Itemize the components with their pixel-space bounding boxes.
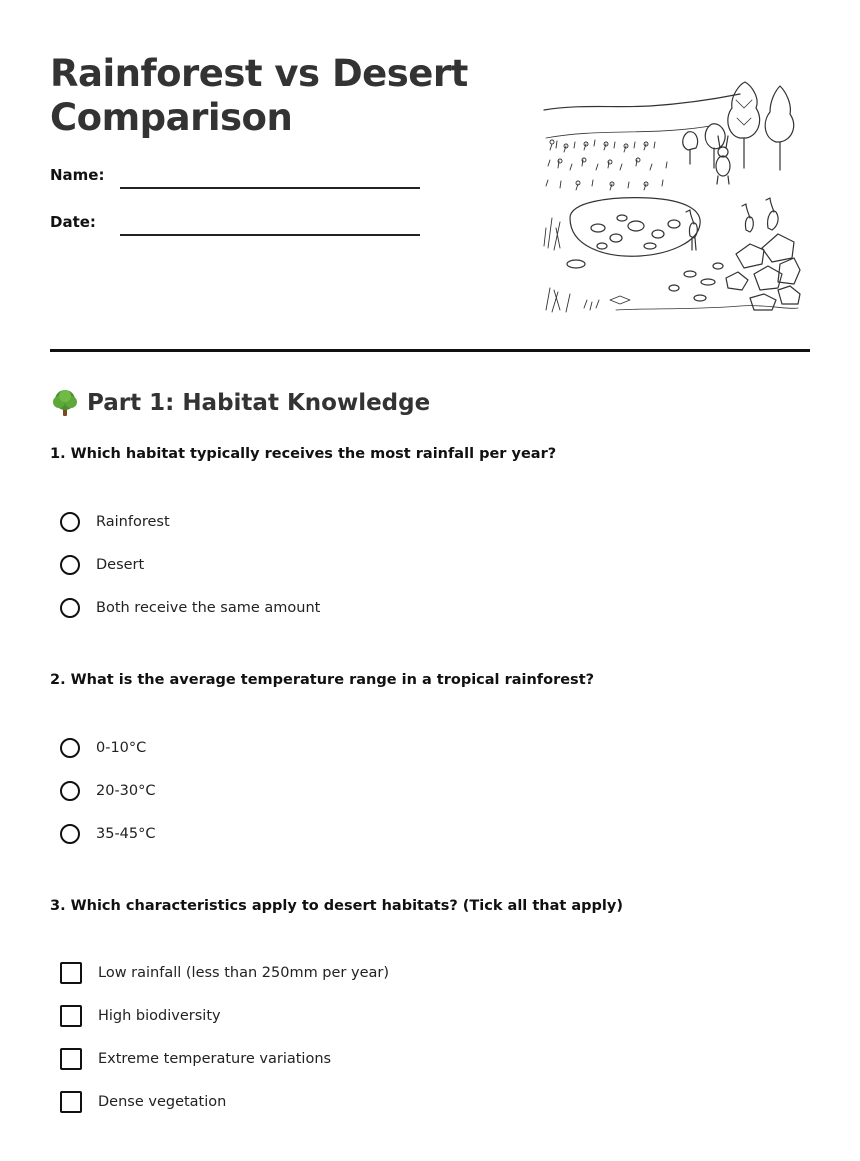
option-label: Dense vegetation (98, 1094, 227, 1110)
checkbox[interactable] (60, 1005, 82, 1027)
flower-meadow-drawing (546, 140, 667, 190)
title-line-2: Comparison (50, 96, 293, 139)
option-label: Low rainfall (less than 250mm per year) (98, 965, 390, 981)
header-divider (50, 349, 810, 352)
radio-button[interactable] (60, 824, 80, 844)
date-label: Date: (50, 213, 96, 231)
checkbox[interactable] (60, 1091, 82, 1113)
section-title-text: Part 1: Habitat Knowledge (87, 390, 431, 416)
option-label: High biodiversity (98, 1008, 221, 1024)
q3-option-2[interactable] (60, 1003, 221, 1029)
q2-option-2[interactable] (60, 778, 156, 804)
question-3: 3. Which characteristics apply to desert habitats? (Tick all that apply) (50, 898, 623, 914)
option-label: 0-10°C (96, 740, 147, 756)
option-label: 20-30°C (96, 783, 156, 799)
name-label: Name: (50, 166, 105, 184)
radio-button[interactable] (60, 512, 80, 532)
q3-option-4[interactable] (60, 1089, 226, 1115)
option-label: Rainforest (96, 514, 170, 530)
name-field[interactable] (120, 187, 420, 189)
q2-option-3[interactable] (60, 821, 156, 847)
option-label: Both receive the same amount (96, 600, 321, 616)
radio-button[interactable] (60, 738, 80, 758)
rocks-drawing (669, 234, 800, 310)
checkbox[interactable] (60, 1048, 82, 1070)
radio-button[interactable] (60, 781, 80, 801)
title-line-1: Rainforest vs Desert (50, 52, 468, 95)
section-heading (50, 388, 430, 418)
q2-option-1[interactable] (60, 735, 146, 761)
q3-option-1[interactable] (60, 960, 389, 986)
pond-drawing (567, 198, 700, 268)
checkbox[interactable] (60, 962, 82, 984)
date-field[interactable] (120, 234, 420, 236)
option-label: Desert (96, 557, 145, 573)
radio-button[interactable] (60, 598, 80, 618)
tree-emoji-icon (50, 388, 80, 418)
q3-option-3[interactable] (60, 1046, 331, 1072)
q1-option-rainforest[interactable] (60, 509, 170, 535)
worksheet-title (50, 52, 468, 140)
question-1: 1. Which habitat typically receives the most rainfall per year? (50, 446, 557, 462)
tree-drawing (683, 82, 794, 170)
habitat-scene-illustration (540, 78, 802, 316)
option-label: Extreme temperature variations (98, 1051, 332, 1067)
q1-option-desert[interactable] (60, 552, 144, 578)
question-2: 2. What is the average temperature range in a tropical rainforest? (50, 672, 595, 688)
q1-option-both[interactable] (60, 595, 320, 621)
option-label: 35-45°C (96, 826, 156, 842)
radio-button[interactable] (60, 555, 80, 575)
